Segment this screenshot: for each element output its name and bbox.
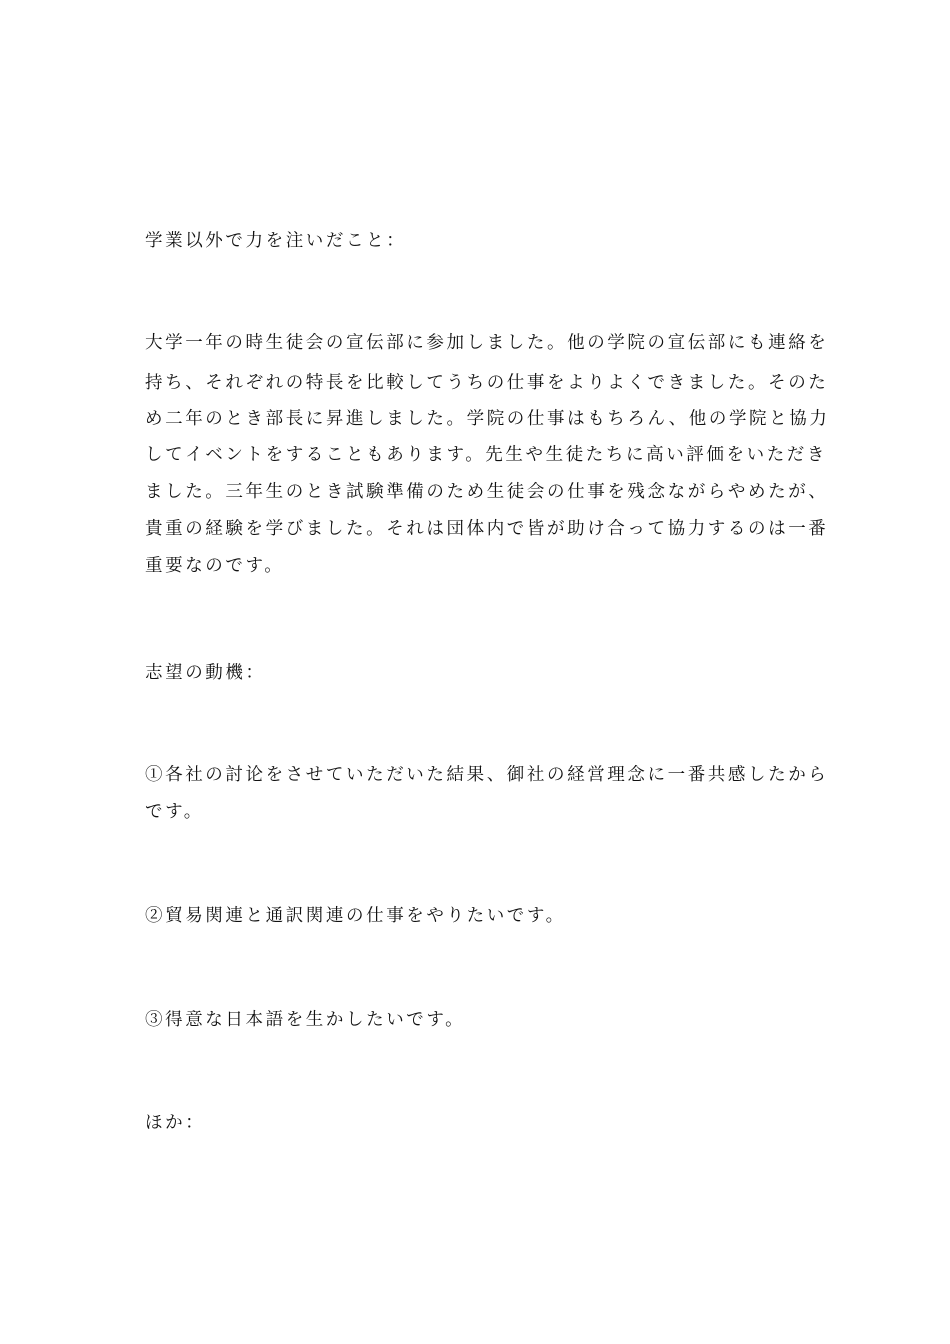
section-heading-motivation: 志望の動機： — [145, 663, 266, 683]
paragraph-line: 大学一年の時生徒会の宣伝部に参加しました。他の学院の宣伝部にも連絡を — [145, 333, 829, 353]
paragraph-line: 重要なのです。 — [145, 556, 285, 576]
paragraph-line: 貴重の経験を学びました。それは団体内で皆が助け合って協力するのは一番 — [145, 519, 829, 539]
paragraph-line: ました。三年生のとき試験準備のため生徒会の仕事を残念ながらやめたが、 — [145, 482, 829, 502]
motivation-item-2: ②貿易関連と通訳関連の仕事をやりたいです。 — [145, 906, 566, 926]
motivation-item-1-continued: です。 — [145, 802, 204, 822]
paragraph-line: 持ち、それぞれの特長を比較してうちの仕事をよりよくできました。そのた — [145, 373, 829, 393]
section-heading-extracurricular: 学業以外で力を注いだこと： — [145, 231, 407, 251]
motivation-item-1: ①各社の討论をさせていただいた結果、御社の経営理念に一番共感したから — [145, 765, 829, 785]
motivation-item-3: ③得意な日本語を生かしたいです。 — [145, 1010, 466, 1030]
paragraph-line: め二年のとき部長に昇進しました。学院の仕事はもちろん、他の学院と協力 — [145, 409, 830, 429]
paragraph-line: してイベントをすることもあります。先生や生徒たちに高い評価をいただき — [145, 445, 827, 465]
section-heading-other: ほか： — [145, 1113, 206, 1133]
